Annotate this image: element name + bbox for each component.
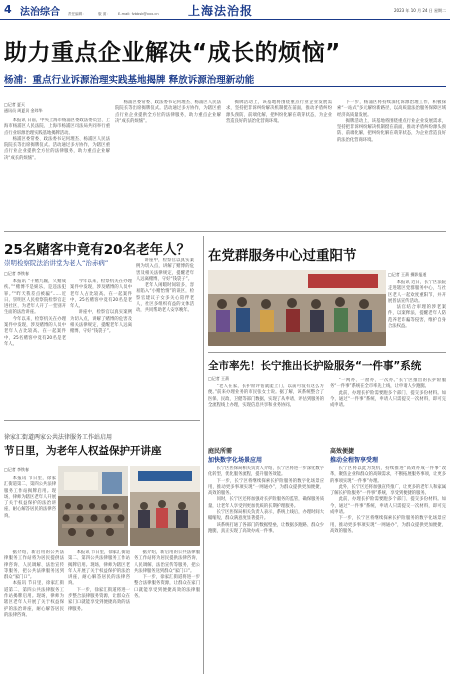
story2-body-col1 <box>4 279 66 415</box>
story2-subtitle: 崇明检察院法治讲堂为老人“治赤病” <box>4 259 109 267</box>
lead-body-col4 <box>337 100 446 224</box>
story2-paragraph: 讲座中，检察官以真实案例为切入点，讲解了赌博的危害及相关法律规定，提醒老年人远离赌博，守好“钱袋子”。 <box>70 310 132 335</box>
story3-body-col2 <box>68 550 130 674</box>
paper-title: 上海法治报 <box>188 4 254 18</box>
sidebar2-paragraph: 此前，办理长护险需要跑多个部门、提交多份材料。如今，通过“一件事”系统，申请人只需提交一次材料，即可完成申请。 <box>330 497 446 516</box>
sidebar1-paragraph: 长宁区医保局相关负责人介绍，长宁区将进一步深化数字化转型，优化服务流程，提升服务效能。 <box>208 466 324 478</box>
story5-paragraph: 此前，办理长护险需要跑多个部门、提交多份材料。如今，通过“一件事”系统，申请人只需提交一次材料，即可完成申请。 <box>330 390 446 409</box>
sidebar2-subtitle: 推动全程智享受理 <box>330 457 379 464</box>
lead-paragraph: 揭牌活动上，该基地将围绕重点行业企业发展需求，坚持把非诉纠纷解决机制挺在前面，推动矛盾纠纷源头预防、前端化解，把纠纷化解在萌芽状态，为企业营造良好的法治化营商环境。 <box>226 100 332 124</box>
story5-body-col2 <box>330 378 446 440</box>
story3-byline: □记者 李铁春 <box>4 467 30 472</box>
sidebar1-paragraph: 下一步，长宁区将继续探索长护险服务的数字化场景应用，推动更多事项实现“一网通办”，为群众提供更加便捷、高效的服务。 <box>208 478 324 497</box>
page-number: 4 <box>4 3 12 16</box>
sidebar1-paragraph: 该系统打通了各部门的数据壁垒，让数据多跑路、群众少跑腿，真正实现了高效办成一件事。 <box>208 522 324 534</box>
story3-paragraph: 本报讯 节日里，徐家汇街道第二、第四公共法律服务工作站揭牌启用。现场，律师为辖区老年人开展了关于权益保护的法治讲座，耐心解答居民的法律咨询。 <box>4 476 56 519</box>
story3-paragraph: 下一步，徐家汇街道将进一步整合法律服务资源，让群众在家门口就能享受到便捷高效的法律服务。 <box>68 587 130 612</box>
story3-paragraph: 据介绍，新启用的公共法律服务工作站将为居民提供法律咨询、人民调解、法治宣传等服务，把公共法律服务送到群众“家门口”。 <box>134 550 200 574</box>
story4-body <box>388 280 446 350</box>
story4-paragraph: 法官结合审理的涉老案件，以案释法，提醒老年人防范养老诈骗等侵害，维护自身合法权益。 <box>388 305 446 330</box>
senior-center-photo <box>208 270 386 346</box>
sidebar1-subtitle: 加快数字化场景应用 <box>208 457 263 464</box>
sidebar1-body <box>208 466 324 674</box>
lead-paragraph: 杨浦区委常委、政法委书记何理杰、杨浦区人民法院院长等出席揭牌仪式。活动通过多方协作，为辖区重点行业企业提供全方位的法律服务，助力重点企业解决“成长的烦恼”。 <box>115 100 221 124</box>
story2-paragraph: 今年以来，检察机关在办理案件中发现，涉及赌博的人员中老年人占比较高。在一起案件中，25名赌客中竟有20名是老年人。 <box>4 316 66 347</box>
lead-body-col2 <box>115 100 221 224</box>
masthead <box>0 0 450 20</box>
story3-paragraph: 本报讯 节日里，徐家汇街道第二、第四公共法律服务工作站揭牌启用。现场，律师为辖区老年人开展了关于权益保护的法治讲座，耐心解答居民的法律咨询。 <box>68 550 130 587</box>
story3-paragraph: 本报讯 节日里，徐家汇街道第二、第四公共法律服务工作站揭牌启用。现场，律师为辖区老年人开展了关于权益保护的法治讲座，耐心解答居民的法律咨询。 <box>4 581 64 618</box>
story5-title: 全市率先！长宁推出长护险服务“一件事”系统 <box>208 360 422 372</box>
story3-kicker: 徐家汇街道两家公共法律服务工作站启用 <box>4 434 113 441</box>
story5-paragraph: “一网办、一窗办、一次办。”长宁区推出的长护险服务“一件事”系统在全市率先上线，让申请人少跑腿。 <box>330 378 446 390</box>
lead-byline-2: 通讯员 周夏贝 金玮华 <box>4 108 43 113</box>
story3-body-col3 <box>134 550 200 674</box>
story4-byline: □记者 王萧 摄影报道 <box>388 272 427 277</box>
story2-body-col3 <box>136 258 194 415</box>
story3-title: 节日里，为老年人权益保护开讲座 <box>4 445 162 457</box>
sidebar2-paragraph: 下一步，长宁区将继续探索长护险服务的数字化场景应用，推动更多事项实现“一网通办”，为群众提供更加便捷、高效的服务。 <box>330 516 446 534</box>
sidebar1-paragraph: 长宁区医保局相关负责人表示，系统上线后，办理时间大幅缩短，群众满意度显著提升。 <box>208 510 324 522</box>
story5-byline: □记者 王萧 <box>208 376 230 381</box>
story4-paragraph: 本报讯 近日，长宁区法院走进辖区党群服务中心，与社区老人一起欢度重阳节，并开展普法宣传活动。 <box>388 280 446 304</box>
sidebar2-paragraph: 长宁区将以此为契机，持续推进“高效办成一件事”改革，聚焦企业和群众的高频需求，不断拓展服务事项，让更多的事项实现“一件事”办理。 <box>330 466 446 484</box>
story3-body-top <box>4 476 56 546</box>
lead-headline: 助力重点企业解决“成长的烦恼” <box>4 40 341 66</box>
lead-byline: □记者 夏天 <box>4 102 26 107</box>
email-label: E-mail: fzbbsk@xxx.cn <box>118 12 159 16</box>
story4-title: 在党群服务中心过重阳节 <box>208 248 357 264</box>
story2-paragraph: 本报讯 “千赌九输，久赌成疾。”“赌博不是娱乐，是违法犯罪。”“昨天我差点被骗”……近日，崇明区人民检察院检察官走进社区，为老年人开了一堂别开生面的法治讲座。 <box>4 279 66 316</box>
sidebar1-paragraph: 同时，长宁区还将加强对长护险服务的监管，确保服务质量，让老年人享受到更加优质的长期护理服务。 <box>208 497 324 509</box>
lecture-photo <box>58 466 128 546</box>
story2-body-col2 <box>70 279 132 415</box>
story5-body-col1 <box>208 384 324 436</box>
story2-title: 25名赌客中竟有20名老年人？ <box>4 242 191 258</box>
story3-paragraph: 下一步，徐家汇街道将进一步整合法律服务资源，让群众在家门口就能享受到便捷高效的法律服务。 <box>134 575 200 600</box>
issue-date: 2023 年 10 月 24 日 星期二 <box>394 8 446 13</box>
lead-subhead: 杨浦：重点行业诉源治理实践基地揭牌 释放诉源治理新动能 <box>4 75 255 86</box>
story2-paragraph: 今年以来，检察机关在办理案件中发现，涉及赌博的人员中老年人占比较高。在一起案件中，25名赌客中竟有20名是老年人。 <box>70 279 132 310</box>
lead-paragraph: 下一步，杨浦区将持续深化诉源治理工作，积极探索“一站式”多元解纷新路径，以高质量法治服务保障区域经济高质量发展。 <box>337 100 446 118</box>
editor-label: 责任编辑： <box>68 12 86 16</box>
lead-paragraph: 揭牌活动上，该基地将围绕重点行业企业发展需求，坚持把非诉纠纷解决机制挺在前面，推动矛盾纠纷源头预防、前端化解，把纠纷化解在萌芽状态，为企业营造良好的法治化营商环境。 <box>337 118 446 143</box>
lead-paragraph: 杨浦区委常委、政法委书记何理杰、杨浦区人民法院院长等出席揭牌仪式。活动通过多方协作，为辖区重点行业企业提供全方位的法律服务，助力重点企业解决“成长的烦恼”。 <box>4 136 110 161</box>
lead-paragraph: 本报讯 日前，中央上海市杨浦区委政法委员会、上海市杨浦区人民法院、上海市杨浦区司法局共同举行重点行业诉源治理实践基地揭牌活动。 <box>4 118 110 136</box>
story3-paragraph: 据介绍，新启用的公共法律服务工作站将为居民提供法律咨询、人民调解、法治宣传等服务，把公共法律服务送到群众“家门口”。 <box>4 550 64 581</box>
sidebar2-title: 高效便捷 <box>330 448 355 455</box>
story5-paragraph: “老人在家，长护险评估就能上门，以前可没有这么方便。”前来办理业务的市民张女士说。据了解，该系统整合了医保、民政、卫健等部门数据，实现了从申请、评估到服务的全流程线上办理，实现信息共享和业务协同。 <box>208 384 324 408</box>
service-station-photo <box>130 466 200 546</box>
story3-body-col1 <box>4 550 64 674</box>
sidebar1-title: 庭民所需 <box>208 448 233 455</box>
section-name: 法治综合 <box>20 7 60 18</box>
lead-body-col1 <box>4 118 110 224</box>
designer-label: 版 面： <box>98 12 110 16</box>
story2-paragraph: 讲座中，检察官以真实案例为切入点，讲解了赌博的危害及相关法律规定，提醒老年人远离赌博，守好“钱袋子”。 <box>136 258 194 282</box>
lead-body-col3 <box>226 100 332 224</box>
sidebar2-body <box>330 466 446 674</box>
story2-paragraph: 老年人闲暇时间较多，容易陷入“小赌怡情”的误区，检察官建议子女多关心陪伴老人，社区多组织有益的文体活动，共同帮助老人安享晚年。 <box>136 283 194 314</box>
story2-byline: □记者 李铁春 <box>4 271 30 276</box>
sidebar2-paragraph: 此外，长宁区还将加强宣传推广，让更多的老年人和家属了解长护险服务“一件事”系统，享受到便捷的服务。 <box>330 484 446 497</box>
